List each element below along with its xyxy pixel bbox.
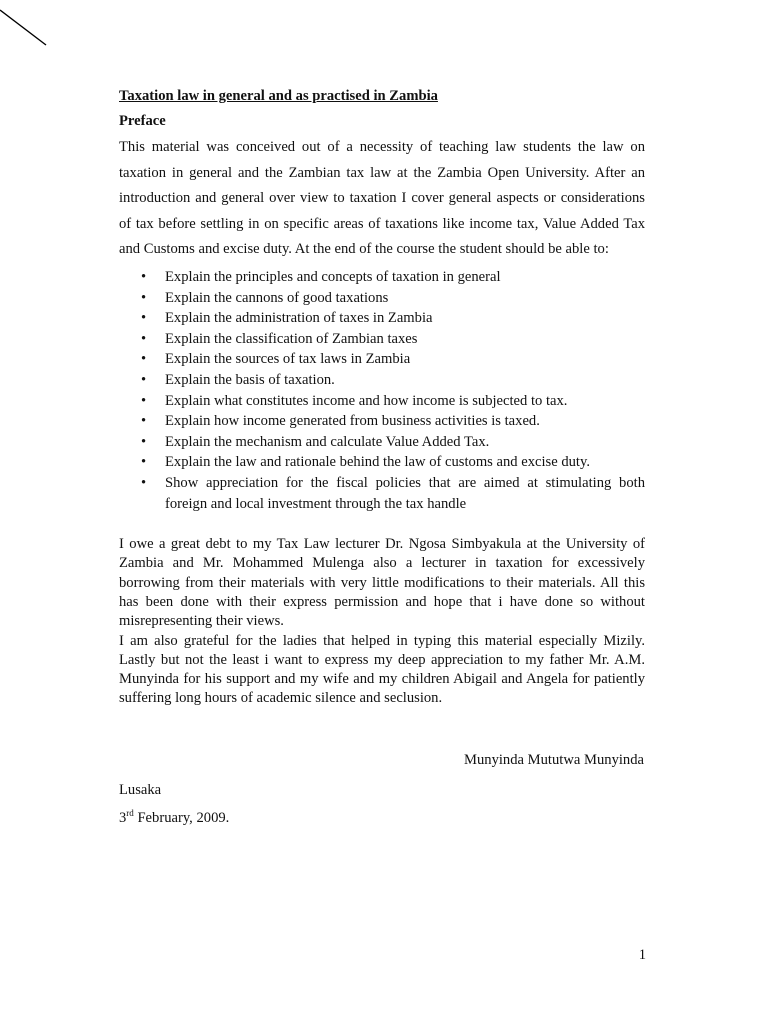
list-item [119,288,645,309]
list-item [119,370,645,391]
list-item-text: Explain the cannons of good taxations [165,289,389,306]
list-item [119,267,645,288]
list-item [119,308,645,329]
document-title: Taxation law in general and as practised in Zambia [119,88,438,104]
date-ordinal-suffix: rd [126,807,134,818]
list-item-text: Explain the basis of taxation. [165,371,335,388]
list-item [119,452,645,473]
list-item-text: Show appreciation for the fiscal policies that are aimed at stimulating both foreign and local investment through the tax handle [165,474,645,512]
bullet-icon: • [141,268,147,285]
list-item-text: Explain the classification of Zambian taxes [165,330,418,347]
bullet-icon: • [141,371,147,388]
list-item [119,349,645,370]
bullet-icon: • [141,392,147,409]
acknowledgement-paragraph: I am also grateful for the ladies that helped in typing this material especially Mizily. Lastly but not the least i want to express my deep appreciation to my father Mr. A.M. Munyinda for his support and my wife and my children Abigail and Angela for patiently suffering long hours of academic silence and seclusion. [119,632,645,707]
preface-heading: Preface [119,113,166,129]
bullet-icon: • [141,413,147,430]
bullet-icon: • [141,310,147,327]
intro-paragraph: This material was conceived out of a necessity of teaching law students the law on taxation in general and the Zambian tax law at the Zambia Open University. After an introduction and general over view to taxation I cover general aspects or considerations of tax before settling in on specific areas of taxations like income tax, Value Added Tax and Customs and excise duty. At the end of the course the student should be able to: [119,139,645,258]
list-item-text: Explain the law and rationale behind the law of customs and excise duty. [165,454,590,471]
list-item-text: Explain what constitutes income and how income is subjected to tax. [165,392,568,409]
bullet-icon: • [141,289,147,306]
list-item-text: Explain the mechanism and calculate Value Added Tax. [165,433,490,450]
list-item [119,391,645,412]
page-corner-fold-mark [0,0,60,60]
list-item-text: Explain the sources of tax laws in Zambia [165,351,411,368]
bullet-icon: • [141,474,147,491]
list-item-text: Explain the administration of taxes in Zambia [165,310,433,327]
author-signature: Munyinda Mututwa Munyinda [464,751,644,768]
bullet-icon: • [141,330,147,347]
date-day: 3 [119,809,127,826]
list-item-text: Explain the principles and concepts of taxation in general [165,268,501,285]
date-line [119,808,645,828]
learning-objectives-list [119,267,645,514]
list-item-text: Explain how income generated from business activities is taxed. [165,413,540,430]
bullet-icon: • [141,433,147,450]
document-page [119,86,645,828]
bullet-icon: • [141,351,147,368]
list-item [119,432,645,453]
list-item [119,329,645,350]
place-line: Lusaka [119,781,162,798]
bullet-icon: • [141,454,147,471]
list-item [119,473,645,514]
page-number: 1 [638,947,646,963]
list-item [119,411,645,432]
acknowledgement-paragraph: I owe a great debt to my Tax Law lecturer Dr. Ngosa Simbyakula at the University of Zambia and Mr. Mohammed Mulenga also a lecturer in taxation for excessively borrowing from their materials with very little modifications to their materials. All this has been done with their express permission and hope that i have done so without misrepresenting their views. [119,536,645,630]
date-rest: February, 2009. [133,809,230,826]
